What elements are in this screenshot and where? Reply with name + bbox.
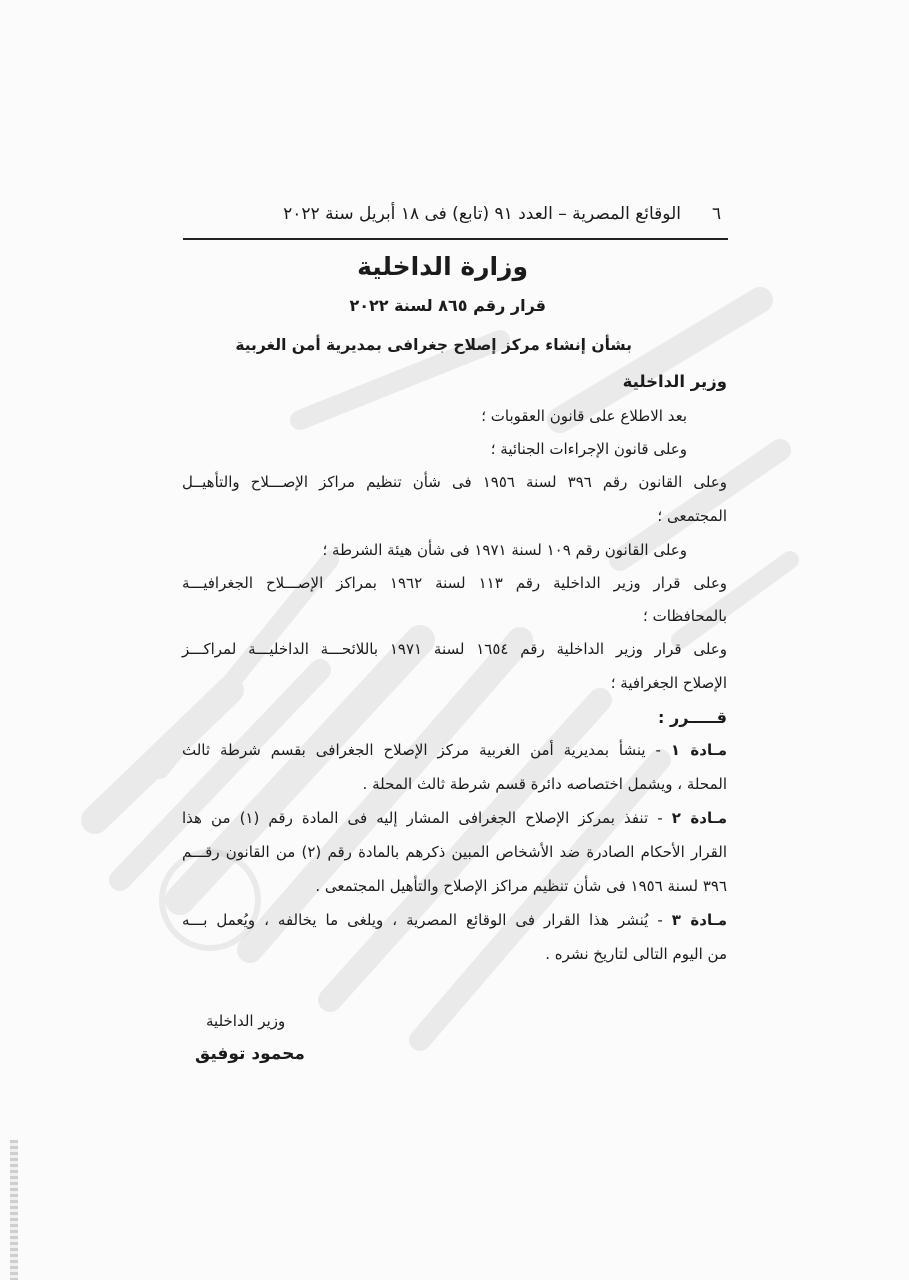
preamble-line: بالمحافظات ؛ [643, 607, 727, 625]
article-label: مـادة ١ [670, 741, 727, 759]
article-2 [182, 809, 727, 827]
signatory-title: وزير الداخلية [206, 1012, 286, 1030]
header-rule [183, 238, 728, 240]
article-text: - يُنشر هذا القرار فى الوقائع المصرية ، ويلغى ما يخالفه ، ويُعمل بـــه [182, 911, 663, 929]
preamble-line: وعلى القانون رقم ٣٩٦ لسنة ١٩٥٦ فى شأن تنظيم مراكز الإصـــلاح والتأهيــل [182, 473, 727, 491]
article-line: من اليوم التالى لتاريخ نشره . [545, 945, 727, 963]
preamble-line: وعلى القانون رقم ١٠٩ لسنة ١٩٧١ فى شأن هيئة الشرطة ؛ [322, 541, 687, 559]
preamble-line: وعلى قرار وزير الداخلية رقم ١١٣ لسنة ١٩٦٢ بمراكز الإصـــلاح الجغرافيـــة [182, 574, 728, 592]
preamble-line: وعلى قرار وزير الداخلية رقم ١٦٥٤ لسنة ١٩٧١ باللائحـــة الداخليـــة لمراكـــز [182, 640, 727, 658]
minister-heading: وزير الداخلية [622, 372, 727, 391]
scan-edge [10, 1140, 18, 1280]
preamble-line: المجتمعى ؛ [657, 507, 727, 525]
decision-number: قرار رقم ٨٦٥ لسنة ٢٠٢٢ [349, 296, 546, 315]
article-line: ٣٩٦ لسنة ١٩٥٦ فى شأن تنظيم مراكز الإصلاح والتأهيل المجتمعى . [315, 877, 727, 895]
article-3 [182, 911, 727, 929]
decision-subject: بشأن إنشاء مركز إصلاح جغرافى بمديرية أمن الغربية [235, 336, 632, 354]
preamble-line: بعد الاطلاع على قانون العقوبات ؛ [481, 407, 687, 425]
decided-heading: قـــــرر : [658, 708, 727, 727]
ministry-title: وزارة الداخلية [357, 252, 528, 281]
article-line: القرار الأحكام الصادرة ضد الأشخاص المبين ذكرهم بالمادة رقم (٢) من القانون رقـــم [182, 843, 727, 861]
article-text: - ينشأ بمديرية أمن الغربية مركز الإصلاح الجغرافى بقسم شرطة ثالث [182, 741, 661, 759]
running-head: الوقائع المصرية – العدد ٩١ (تابع) فى ١٨ أبريل سنة ٢٠٢٢ [283, 204, 681, 224]
preamble-line: وعلى قانون الإجراءات الجنائية ؛ [490, 440, 687, 458]
article-label: مـادة ٣ [671, 911, 727, 929]
article-1 [182, 741, 727, 759]
preamble-line: الإصلاح الجغرافية ؛ [610, 674, 727, 692]
signatory-name: محمود توفيق [195, 1044, 305, 1064]
page-number: ٦ [712, 204, 722, 224]
article-line: المحلة ، ويشمل اختصاصه دائرة قسم شرطة ثالث المحلة . [362, 775, 727, 793]
article-text: - تنفذ بمركز الإصلاح الجغرافى المشار إليه فى المادة رقم (١) من هذا [182, 809, 663, 827]
article-label: مـادة ٢ [671, 809, 728, 827]
